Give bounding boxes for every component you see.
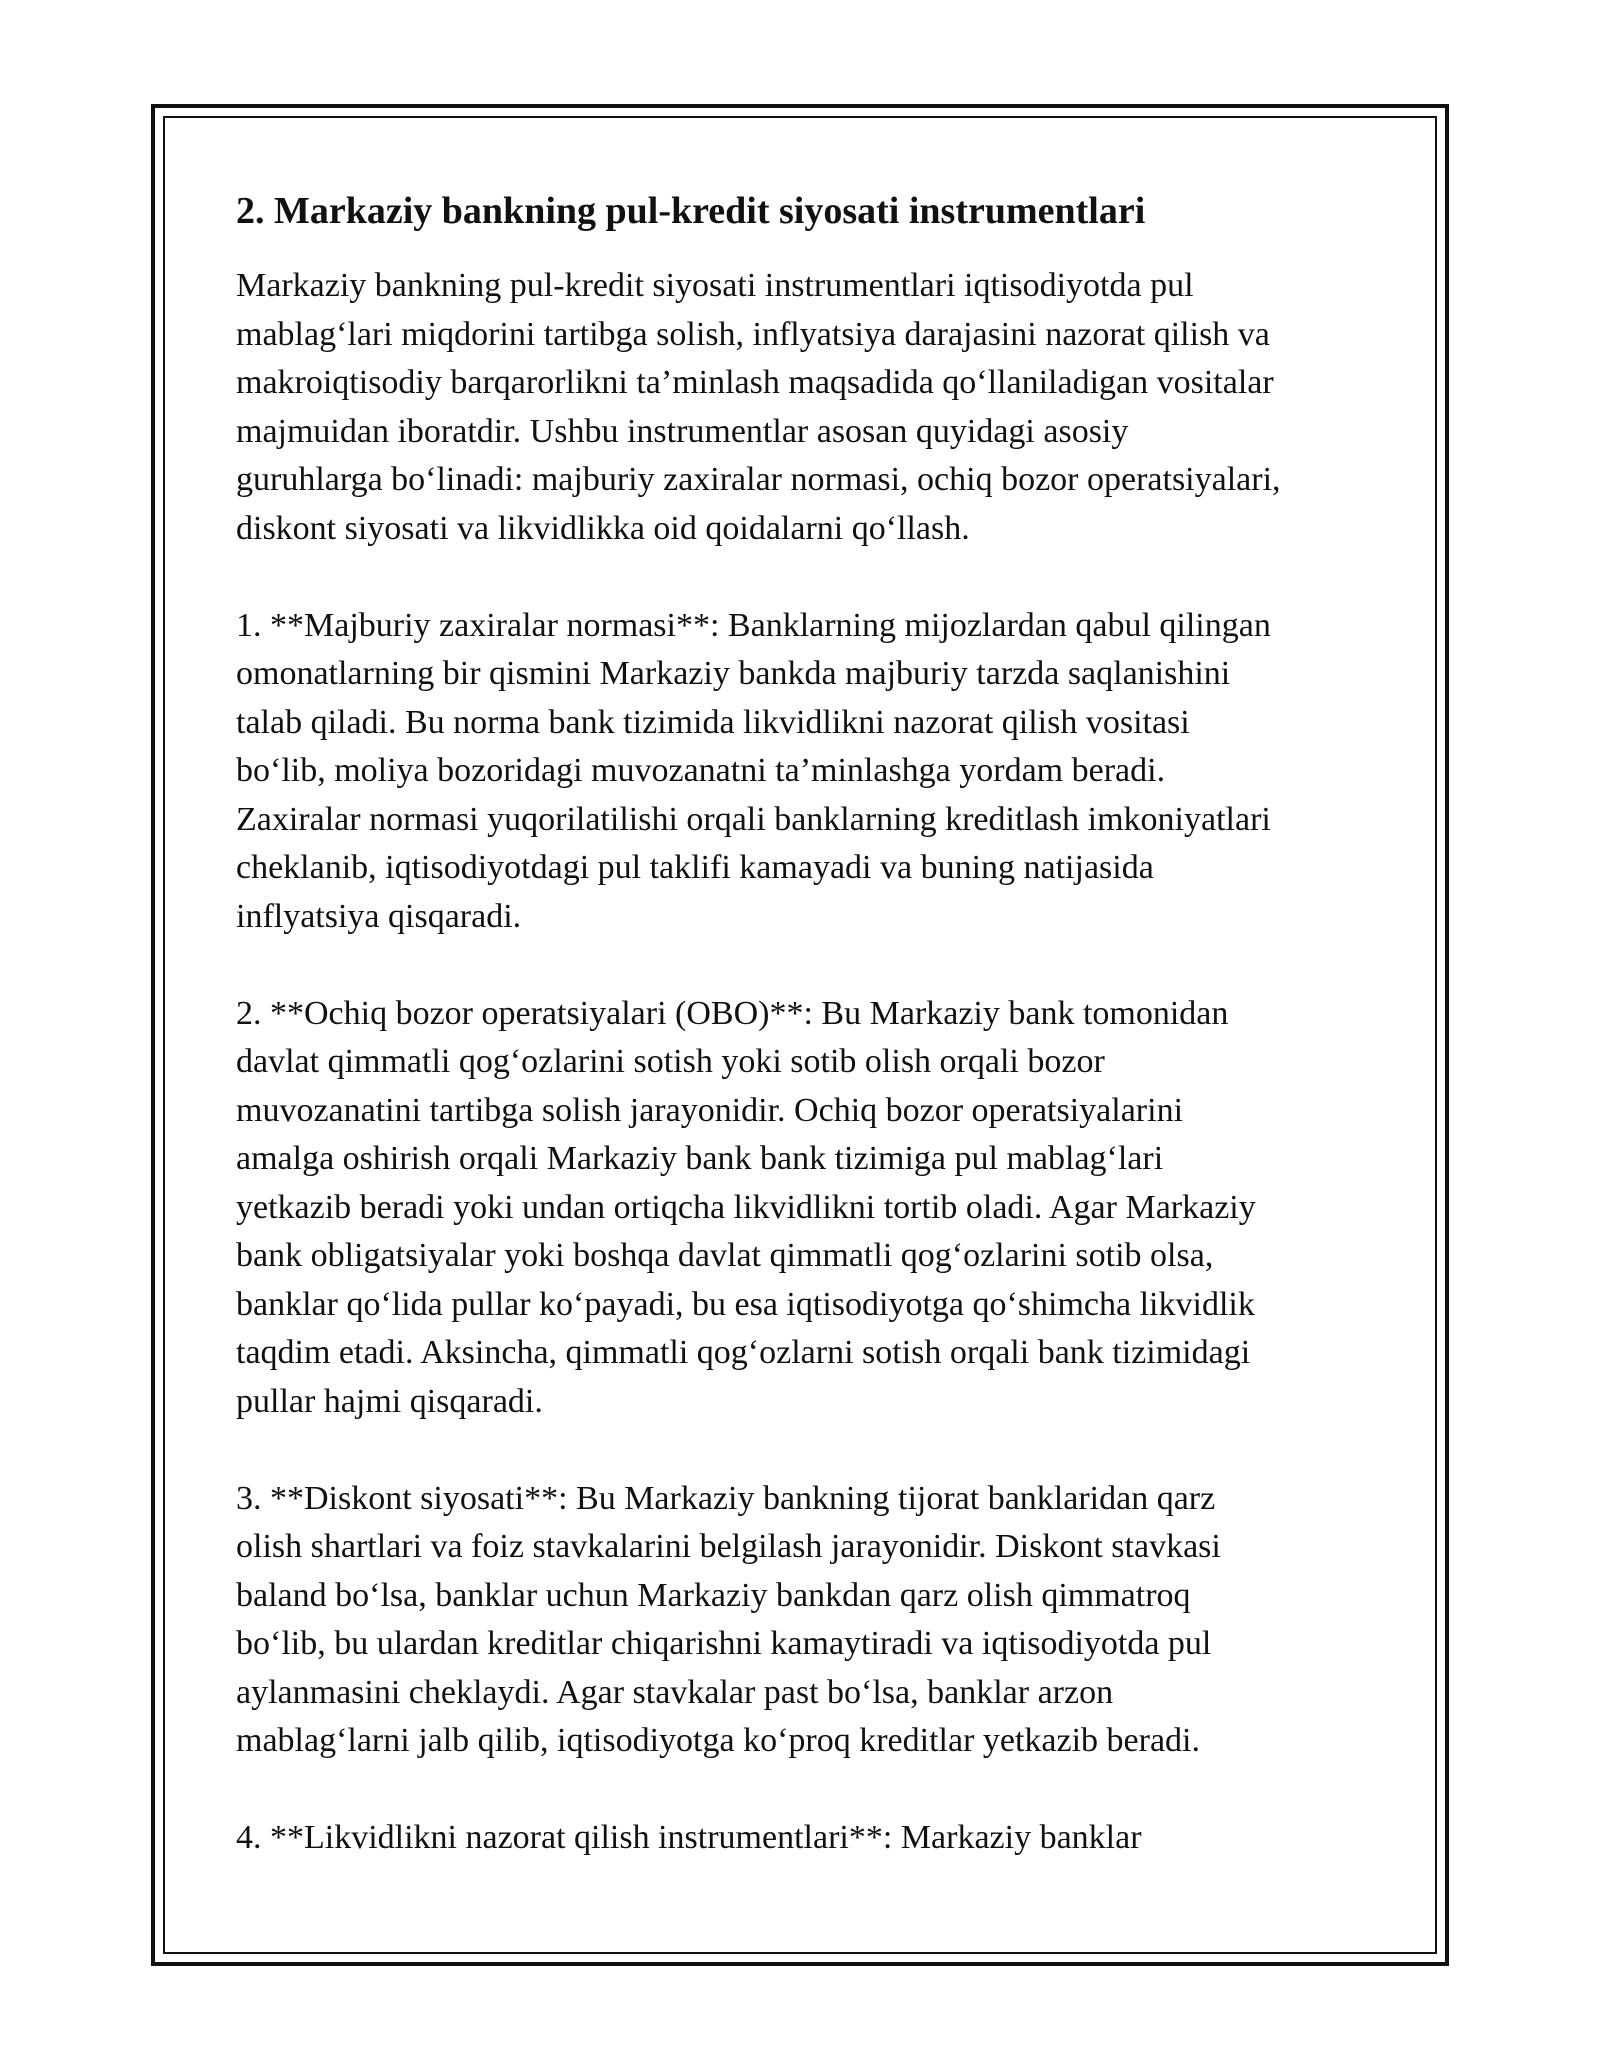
text-line: majmuidan iboratdir. Ushbu instrumentlar asosan quyidagi asosiy xyxy=(236,412,1129,450)
text-line: omonatlarning bir qismini Markaziy bankda majburiy tarzda saqlanishini xyxy=(236,655,1231,692)
text-line: 1. **Majburiy zaxiralar normasi**: Banklarning mijozlardan qabul qilingan xyxy=(236,606,1271,644)
text-line: 4. **Likvidlikni nazorat qilish instrumentlari**: Markaziy banklar xyxy=(236,1819,1142,1856)
text-line: banklar qo‘lida pullar ko‘payadi, bu esa iqtisodiyotga qo‘shimcha likvidlik xyxy=(236,1285,1255,1323)
reserve-requirement-paragraph xyxy=(236,602,1376,942)
text-line: cheklanib, iqtisodiyotdagi pul taklifi kamayadi va buning natijasida xyxy=(236,849,1154,886)
text-line: bank obligatsiyalar yoki boshqa davlat qimmatli qog‘ozlarini sotib olsa, xyxy=(236,1237,1214,1274)
text-line: talab qiladi. Bu norma bank tizimida likvidlikni nazorat qilish vositasi xyxy=(236,703,1190,741)
text-line: makroiqtisodiy barqarorlikni ta’minlash maqsadida qo‘llaniladigan vositalar xyxy=(236,364,1274,401)
text-line: olish shartlari va foiz stavkalarini belgilash jarayonidir. Diskont stavkasi xyxy=(236,1528,1221,1565)
text-line: Markaziy bankning pul-kredit siyosati instrumentlari iqtisodiyotda pul xyxy=(236,267,1194,304)
text-line: 2. **Ochiq bozor operatsiyalari (OBO)**: Bu Markaziy bank tomonidan xyxy=(236,994,1229,1032)
text-line: amalga oshirish orqali Markaziy bank bank tizimiga pul mablag‘lari xyxy=(236,1140,1164,1177)
intro-paragraph xyxy=(236,262,1376,553)
text-line: baland bo‘lsa, banklar uchun Markaziy bankdan qarz olish qimmatroq xyxy=(236,1576,1191,1614)
text-line: davlat qimmatli qog‘ozlarini sotish yoki sotib olish orqali bozor xyxy=(236,1043,1105,1080)
text-line: muvozanatini tartibga solish jarayonidir. Ochiq bozor operatsiyalarini xyxy=(236,1091,1184,1129)
liquidity-control-paragraph xyxy=(236,1814,1376,1863)
section-heading: 2. Markaziy bankning pul-kredit siyosati instrumentlari xyxy=(236,190,1146,232)
text-line: yetkazib beradi yoki undan ortiqcha likvidlikni tortib oladi. Agar Markaziy xyxy=(236,1188,1256,1226)
text-line: 3. **Diskont siyosati**: Bu Markaziy bankning tijorat banklaridan qarz xyxy=(236,1479,1216,1517)
text-line: aylanmasini cheklaydi. Agar stavkalar past bo‘lsa, banklar arzon xyxy=(236,1673,1114,1711)
document-body xyxy=(236,186,1376,1911)
text-line: mablag‘lari miqdorini tartibga solish, inflyatsiya darajasini nazorat qilish va xyxy=(236,315,1270,353)
text-line: bo‘lib, bu ulardan kreditlar chiqarishni kamaytiradi va iqtisodiyotda pul xyxy=(236,1625,1212,1662)
discount-policy-paragraph xyxy=(236,1475,1376,1766)
text-line: taqdim etadi. Aksincha, qimmatli qog‘ozlarni sotish orqali bank tizimidagi xyxy=(236,1334,1251,1371)
text-line: inflyatsiya qisqaradi. xyxy=(236,897,522,935)
text-line: guruhlarga bo‘linadi: majburiy zaxiralar normasi, ochiq bozor operatsiyalari, xyxy=(236,461,1281,498)
open-market-operations-paragraph xyxy=(236,990,1376,1427)
text-line: pullar hajmi qisqaradi. xyxy=(236,1382,543,1420)
text-line: mablag‘larni jalb qilib, iqtisodiyotga ko‘proq kreditlar yetkazib beradi. xyxy=(236,1722,1201,1759)
text-line: Zaxiralar normasi yuqorilatilishi orqali banklarning kreditlash imkoniyatlari xyxy=(236,800,1271,838)
text-line: diskont siyosati va likvidlikka oid qoidalarni qo‘llash. xyxy=(236,509,970,547)
text-line: bo‘lib, moliya bozoridagi muvozanatni ta’minlashga yordam beradi. xyxy=(236,752,1166,789)
